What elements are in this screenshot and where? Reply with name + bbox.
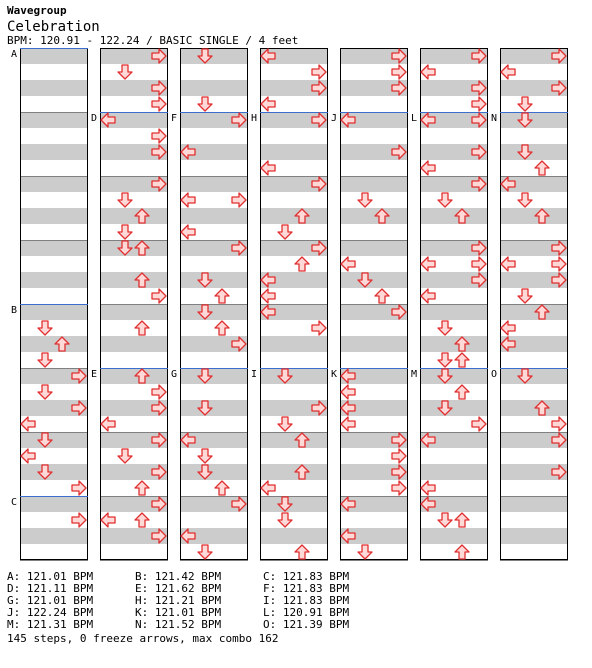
step-arrow-icon bbox=[118, 65, 132, 79]
beat-stripe bbox=[180, 368, 248, 384]
step-arrow-icon bbox=[392, 65, 406, 79]
step-arrow-icon bbox=[198, 97, 212, 111]
beat-stripe bbox=[340, 176, 408, 192]
step-arrow-icon bbox=[198, 545, 212, 559]
step-arrow-icon bbox=[278, 417, 292, 431]
step-arrow-icon bbox=[278, 225, 292, 239]
step-arrow-icon bbox=[472, 417, 486, 431]
step-arrow-icon bbox=[552, 417, 566, 431]
step-arrow-icon bbox=[341, 257, 355, 271]
step-arrow-icon bbox=[341, 385, 355, 399]
step-arrow-icon bbox=[278, 513, 292, 527]
beat-stripe bbox=[180, 80, 248, 96]
bpm-legend-item: K: 121.01 BPM bbox=[135, 606, 222, 619]
step-arrow-icon bbox=[261, 161, 275, 175]
beat-stripe bbox=[180, 176, 248, 192]
step-arrow-icon bbox=[312, 321, 326, 335]
beat-stripe bbox=[500, 368, 568, 384]
step-arrow-icon bbox=[181, 193, 195, 207]
beat-stripe bbox=[500, 528, 568, 544]
bpm-marker-label: K bbox=[331, 369, 338, 380]
bpm-marker-label: I bbox=[251, 369, 258, 380]
step-arrow-icon bbox=[358, 193, 372, 207]
beat-stripe bbox=[20, 464, 88, 480]
bpm-legend-item: J: 122.24 BPM bbox=[7, 606, 94, 619]
step-arrow-icon bbox=[118, 193, 132, 207]
step-arrow-icon bbox=[518, 193, 532, 207]
bpm-legend-item: O: 121.39 BPM bbox=[263, 618, 350, 631]
step-arrow-icon bbox=[72, 481, 86, 495]
beat-stripe bbox=[420, 368, 488, 384]
step-arrow-icon bbox=[518, 97, 532, 111]
step-arrow-icon bbox=[552, 257, 566, 271]
step-arrow-icon bbox=[261, 289, 275, 303]
beat-stripe bbox=[20, 432, 88, 448]
step-arrow-icon bbox=[421, 481, 435, 495]
step-arrow-icon bbox=[358, 545, 372, 559]
beat-stripe bbox=[420, 400, 488, 416]
beat-stripe bbox=[420, 528, 488, 544]
beat-stripe bbox=[420, 208, 488, 224]
bpm-marker-label: B bbox=[11, 305, 18, 316]
beat-stripe bbox=[180, 208, 248, 224]
step-arrow-icon bbox=[152, 289, 166, 303]
bpm-marker-label: F bbox=[171, 113, 178, 124]
step-arrow-icon bbox=[295, 257, 309, 271]
bpm-marker-label: C bbox=[11, 497, 18, 508]
step-arrow-icon bbox=[438, 513, 452, 527]
step-arrow-icon bbox=[501, 321, 515, 335]
bpm-marker-label: L bbox=[411, 113, 418, 124]
beat-stripe bbox=[100, 368, 168, 384]
beat-stripe bbox=[260, 496, 328, 512]
beat-stripe bbox=[20, 112, 88, 128]
beat-stripe bbox=[20, 336, 88, 352]
beat-stripe bbox=[20, 208, 88, 224]
beat-stripe bbox=[180, 464, 248, 480]
step-arrow-icon bbox=[438, 353, 452, 367]
step-arrow-icon bbox=[518, 289, 532, 303]
bpm-legend-item: A: 121.01 BPM bbox=[7, 570, 94, 583]
beat-stripe bbox=[260, 208, 328, 224]
step-arrow-icon bbox=[21, 417, 35, 431]
artist-name: Wavegroup bbox=[7, 4, 67, 17]
beat-stripe bbox=[500, 112, 568, 128]
beat-stripe bbox=[340, 272, 408, 288]
step-arrow-icon bbox=[21, 449, 35, 463]
step-arrow-icon bbox=[152, 129, 166, 143]
step-arrow-icon bbox=[135, 321, 149, 335]
beat-stripe bbox=[420, 304, 488, 320]
beat-stripe bbox=[420, 336, 488, 352]
step-arrow-icon bbox=[501, 65, 515, 79]
beat-stripe bbox=[180, 400, 248, 416]
step-arrow-icon bbox=[215, 321, 229, 335]
step-arrow-icon bbox=[438, 193, 452, 207]
beat-stripe bbox=[260, 144, 328, 160]
beat-stripe bbox=[20, 80, 88, 96]
bpm-marker-label: O bbox=[491, 369, 498, 380]
step-arrow-icon bbox=[501, 257, 515, 271]
beat-stripe bbox=[20, 496, 88, 512]
beat-stripe bbox=[20, 48, 88, 64]
beat-stripe bbox=[260, 528, 328, 544]
beat-stripe bbox=[100, 336, 168, 352]
bpm-legend-item: D: 121.11 BPM bbox=[7, 582, 94, 595]
step-arrow-icon bbox=[261, 481, 275, 495]
chart-summary: 145 steps, 0 freeze arrows, max combo 162 bbox=[7, 632, 279, 645]
step-arrow-icon bbox=[198, 449, 212, 463]
step-arrow-icon bbox=[101, 417, 115, 431]
beat-stripe bbox=[180, 48, 248, 64]
step-arrow-icon bbox=[261, 97, 275, 111]
step-arrow-icon bbox=[135, 513, 149, 527]
chart-info: BPM: 120.91 - 122.24 / BASIC SINGLE / 4 feet bbox=[7, 34, 299, 47]
bpm-marker-label: M bbox=[411, 369, 418, 380]
bpm-legend-item: N: 121.52 BPM bbox=[135, 618, 222, 631]
song-title: Celebration bbox=[7, 19, 100, 35]
bpm-legend-item: H: 121.21 BPM bbox=[135, 594, 222, 607]
step-arrow-icon bbox=[392, 481, 406, 495]
bpm-legend-item: E: 121.62 BPM bbox=[135, 582, 222, 595]
step-arrow-icon bbox=[72, 513, 86, 527]
beat-stripe bbox=[20, 240, 88, 256]
step-arrow-icon bbox=[535, 161, 549, 175]
step-arrow-icon bbox=[455, 545, 469, 559]
beat-stripe bbox=[100, 272, 168, 288]
step-arrow-icon bbox=[135, 481, 149, 495]
beat-stripe bbox=[260, 368, 328, 384]
step-arrow-icon bbox=[232, 193, 246, 207]
step-arrow-icon bbox=[472, 257, 486, 271]
step-arrow-icon bbox=[455, 513, 469, 527]
step-arrow-icon bbox=[38, 385, 52, 399]
bpm-legend-item: I: 121.83 BPM bbox=[263, 594, 350, 607]
step-arrow-icon bbox=[421, 289, 435, 303]
bpm-marker-label: N bbox=[491, 113, 498, 124]
step-arrow-icon bbox=[215, 289, 229, 303]
step-arrow-icon bbox=[392, 449, 406, 463]
beat-stripe bbox=[100, 208, 168, 224]
bpm-legend-item: B: 121.42 BPM bbox=[135, 570, 222, 583]
beat-stripe bbox=[20, 528, 88, 544]
step-arrow-icon bbox=[152, 385, 166, 399]
beat-stripe bbox=[500, 208, 568, 224]
step-arrow-icon bbox=[118, 225, 132, 239]
step-arrow-icon bbox=[295, 545, 309, 559]
step-arrow-icon bbox=[312, 65, 326, 79]
bpm-marker-label: J bbox=[331, 113, 338, 124]
step-arrow-icon bbox=[38, 353, 52, 367]
beat-stripe bbox=[260, 336, 328, 352]
step-arrow-icon bbox=[421, 65, 435, 79]
bpm-marker-label: D bbox=[91, 113, 98, 124]
bpm-legend-item: L: 120.91 BPM bbox=[263, 606, 350, 619]
beat-stripe bbox=[180, 304, 248, 320]
beat-stripe bbox=[420, 464, 488, 480]
bpm-legend-item: G: 121.01 BPM bbox=[7, 594, 94, 607]
beat-stripe bbox=[500, 304, 568, 320]
beat-stripe bbox=[20, 272, 88, 288]
beat-stripe bbox=[20, 144, 88, 160]
bpm-legend-item: F: 121.83 BPM bbox=[263, 582, 350, 595]
beat-stripe bbox=[340, 208, 408, 224]
beat-stripe bbox=[500, 400, 568, 416]
beat-stripe bbox=[100, 304, 168, 320]
step-arrow-icon bbox=[341, 417, 355, 431]
step-arrow-icon bbox=[421, 257, 435, 271]
beat-stripe bbox=[340, 240, 408, 256]
step-arrow-icon bbox=[438, 321, 452, 335]
step-arrow-icon bbox=[472, 97, 486, 111]
bpm-marker-label: G bbox=[171, 369, 178, 380]
bpm-legend-item: C: 121.83 BPM bbox=[263, 570, 350, 583]
step-arrow-icon bbox=[455, 353, 469, 367]
step-arrow-icon bbox=[421, 161, 435, 175]
beat-stripe bbox=[260, 432, 328, 448]
bpm-marker-label: H bbox=[251, 113, 258, 124]
step-arrow-icon bbox=[101, 513, 115, 527]
bpm-marker-label: A bbox=[11, 49, 18, 60]
bpm-legend-item: M: 121.31 BPM bbox=[7, 618, 94, 631]
beat-stripe bbox=[500, 496, 568, 512]
step-arrow-icon bbox=[181, 225, 195, 239]
step-arrow-icon bbox=[152, 97, 166, 111]
beat-stripe bbox=[180, 272, 248, 288]
step-arrow-icon bbox=[215, 481, 229, 495]
beat-stripe bbox=[20, 304, 88, 320]
step-arrow-icon bbox=[118, 449, 132, 463]
beat-stripe bbox=[340, 336, 408, 352]
step-arrow-icon bbox=[455, 385, 469, 399]
bpm-marker-label: E bbox=[91, 369, 98, 380]
beat-stripe bbox=[500, 144, 568, 160]
beat-stripe bbox=[260, 464, 328, 480]
step-arrow-icon bbox=[375, 289, 389, 303]
beat-stripe bbox=[20, 176, 88, 192]
beat-stripe bbox=[100, 240, 168, 256]
step-arrow-icon bbox=[38, 321, 52, 335]
